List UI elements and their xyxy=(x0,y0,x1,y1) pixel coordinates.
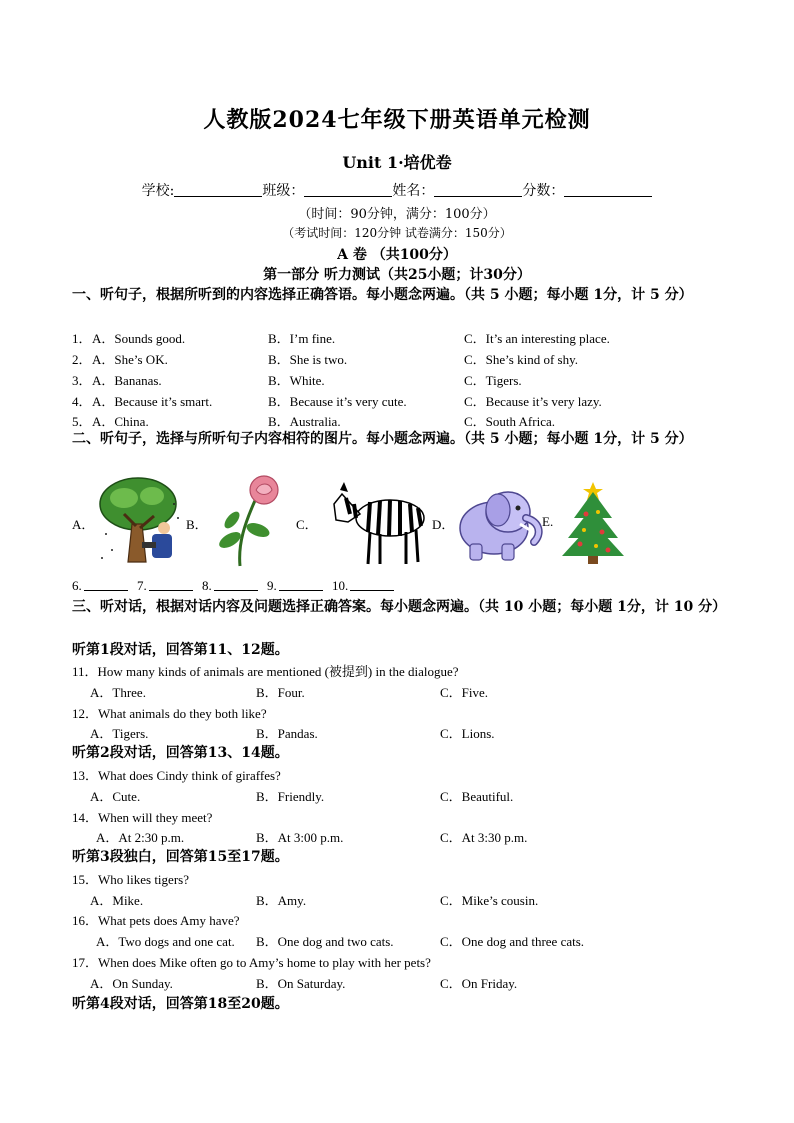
option-b[interactable]: B．At 3:00 p.m. xyxy=(256,830,344,845)
school-blank[interactable] xyxy=(174,182,262,197)
dialogue-intro: 听第2段对话，回答第13、14题。 xyxy=(72,745,289,761)
option-a[interactable]: A．Tigers. xyxy=(90,726,149,741)
question-number: 1． xyxy=(72,331,92,346)
picture-label-c: C． xyxy=(296,517,318,532)
option-c[interactable]: C．Tigers. xyxy=(464,373,522,388)
blank-label-9: 9. xyxy=(267,578,277,593)
option-c[interactable]: C．Five. xyxy=(440,685,489,700)
question-stem: 15．Who likes tigers? xyxy=(72,872,189,887)
answer-blanks-6-10 xyxy=(72,578,400,594)
class-label: 班级： xyxy=(262,183,305,199)
zebra-icon xyxy=(326,474,430,572)
question-stem: 16．What pets does Amy have? xyxy=(72,913,240,928)
option-b[interactable]: B．Australia. xyxy=(268,414,341,429)
option-a[interactable]: A．Sounds good. xyxy=(92,331,186,346)
question-row xyxy=(72,328,732,348)
time-line: （时间：90分钟，满分：100分） xyxy=(298,207,496,222)
question-row xyxy=(72,682,732,702)
answer-blank[interactable] xyxy=(149,578,193,591)
dialogue-intro: 听第1段对话，回答第11、12题。 xyxy=(72,642,289,658)
page-title: 人教版2024七年级下册英语单元检测 xyxy=(203,107,591,133)
option-a[interactable]: A．Bananas. xyxy=(92,373,162,388)
question-stem: 11．How many kinds of animals are mentioned (被提到) in the dialogue? xyxy=(72,664,459,679)
option-b[interactable]: B．Friendly. xyxy=(256,789,325,804)
question-row xyxy=(72,973,732,993)
section3-heading: 三、听对话，根据对话内容及问题选择正确答案。每小题念两遍。（共 10 小题；每小题 1分，计 10 分） xyxy=(72,599,727,615)
question-row xyxy=(72,931,732,951)
section2-heading: 二、听句子，选择与所听句子内容相符的图片。每小题念两遍。（共 5 小题；每小题 1分，计 5 分） xyxy=(72,431,693,447)
option-a[interactable]: A．Three. xyxy=(90,685,146,700)
question-row xyxy=(72,890,732,910)
question-row xyxy=(72,723,732,743)
option-c[interactable]: C．At 3:30 p.m. xyxy=(440,830,528,845)
christmas-tree-icon xyxy=(560,478,626,570)
answer-blank[interactable] xyxy=(214,578,258,591)
question-number: 3． xyxy=(72,373,92,388)
class-blank[interactable] xyxy=(304,182,392,197)
option-b[interactable]: B．Because it’s very cute. xyxy=(268,394,407,409)
option-b[interactable]: B．Four. xyxy=(256,685,305,700)
option-b[interactable]: B．Pandas. xyxy=(256,726,318,741)
option-b[interactable]: B．Amy. xyxy=(256,893,307,908)
paper-a-heading: A 卷 （共100分） xyxy=(337,247,457,263)
tree-icon xyxy=(94,474,182,572)
option-c[interactable]: C．Mike’s cousin. xyxy=(440,893,539,908)
option-c[interactable]: C．Lions. xyxy=(440,726,495,741)
option-c[interactable]: C．She’s kind of shy. xyxy=(464,352,578,367)
blank-label-6: 6. xyxy=(72,578,82,593)
blank-label-7: 7. xyxy=(137,578,147,593)
option-a[interactable]: A．Cute. xyxy=(90,789,141,804)
picture-label-b: B． xyxy=(186,517,208,532)
question-number: 2． xyxy=(72,352,92,367)
name-blank[interactable] xyxy=(434,182,522,197)
option-b[interactable]: B．I’m fine. xyxy=(268,331,336,346)
option-c[interactable]: C．One dog and three cats. xyxy=(440,934,585,949)
option-a[interactable]: A．China. xyxy=(92,414,149,429)
option-b[interactable]: B．On Saturday. xyxy=(256,976,346,991)
exam-line: （考试时间：120分钟 试卷满分：150分） xyxy=(282,226,512,240)
question-row xyxy=(72,349,732,369)
option-a[interactable]: A．On Sunday. xyxy=(90,976,173,991)
option-c[interactable]: C．South Africa. xyxy=(464,414,555,429)
blank-label-8: 8. xyxy=(202,578,212,593)
picture-label-e: E. xyxy=(542,514,554,529)
student-info-line xyxy=(0,180,794,200)
answer-blank[interactable] xyxy=(350,578,394,591)
blank-label-10: 10. xyxy=(332,578,349,593)
picture-label-d: D． xyxy=(432,517,455,532)
answer-blank[interactable] xyxy=(84,578,128,591)
school-label: 学校: xyxy=(141,183,175,199)
name-label: 姓名： xyxy=(392,183,435,199)
answer-blank[interactable] xyxy=(279,578,323,591)
question-number: 5． xyxy=(72,414,92,429)
option-a[interactable]: A．She’s OK. xyxy=(92,352,168,367)
picture-label-a: A． xyxy=(72,517,95,532)
question-stem: 12．What animals do they both like? xyxy=(72,706,267,721)
option-c[interactable]: C．On Friday. xyxy=(440,976,518,991)
question-row xyxy=(72,786,732,806)
question-number: 4． xyxy=(72,394,92,409)
question-row xyxy=(72,391,732,411)
unit-subtitle: Unit 1·培优卷 xyxy=(342,153,452,172)
option-a[interactable]: A．Because it’s smart. xyxy=(92,394,213,409)
score-label: 分数： xyxy=(522,183,565,199)
option-a[interactable]: A．Two dogs and one cat. xyxy=(96,934,235,949)
monologue-intro: 听第3段独白，回答第15至17题。 xyxy=(72,849,289,865)
elephant-icon xyxy=(454,482,546,568)
part1-heading: 第一部分 听力测试（共25小题；计30分） xyxy=(263,267,531,283)
question-stem: 14．When will they meet? xyxy=(72,810,213,825)
question-stem: 17．When does Mike often go to Amy’s home to play with her pets? xyxy=(72,955,431,970)
question-row xyxy=(72,827,732,847)
option-b[interactable]: B．One dog and two cats. xyxy=(256,934,394,949)
rose-icon xyxy=(210,474,290,572)
question-stem: 13．What does Cindy think of giraffes? xyxy=(72,768,281,783)
option-b[interactable]: B．She is two. xyxy=(268,352,348,367)
question-row xyxy=(72,370,732,390)
score-blank[interactable] xyxy=(564,182,652,197)
option-c[interactable]: C．Beautiful. xyxy=(440,789,514,804)
dialogue-intro: 听第4段对话，回答第18至20题。 xyxy=(72,996,289,1012)
option-a[interactable]: A．At 2:30 p.m. xyxy=(96,830,185,845)
option-c[interactable]: C．Because it’s very lazy. xyxy=(464,394,602,409)
option-c[interactable]: C．It’s an interesting place. xyxy=(464,331,610,346)
section1-heading: 一、听句子，根据所听到的内容选择正确答语。每小题念两遍。（共 5 小题；每小题 1分，计 5 分） xyxy=(72,287,693,303)
option-a[interactable]: A．Mike. xyxy=(90,893,144,908)
option-b[interactable]: B．White. xyxy=(268,373,325,388)
